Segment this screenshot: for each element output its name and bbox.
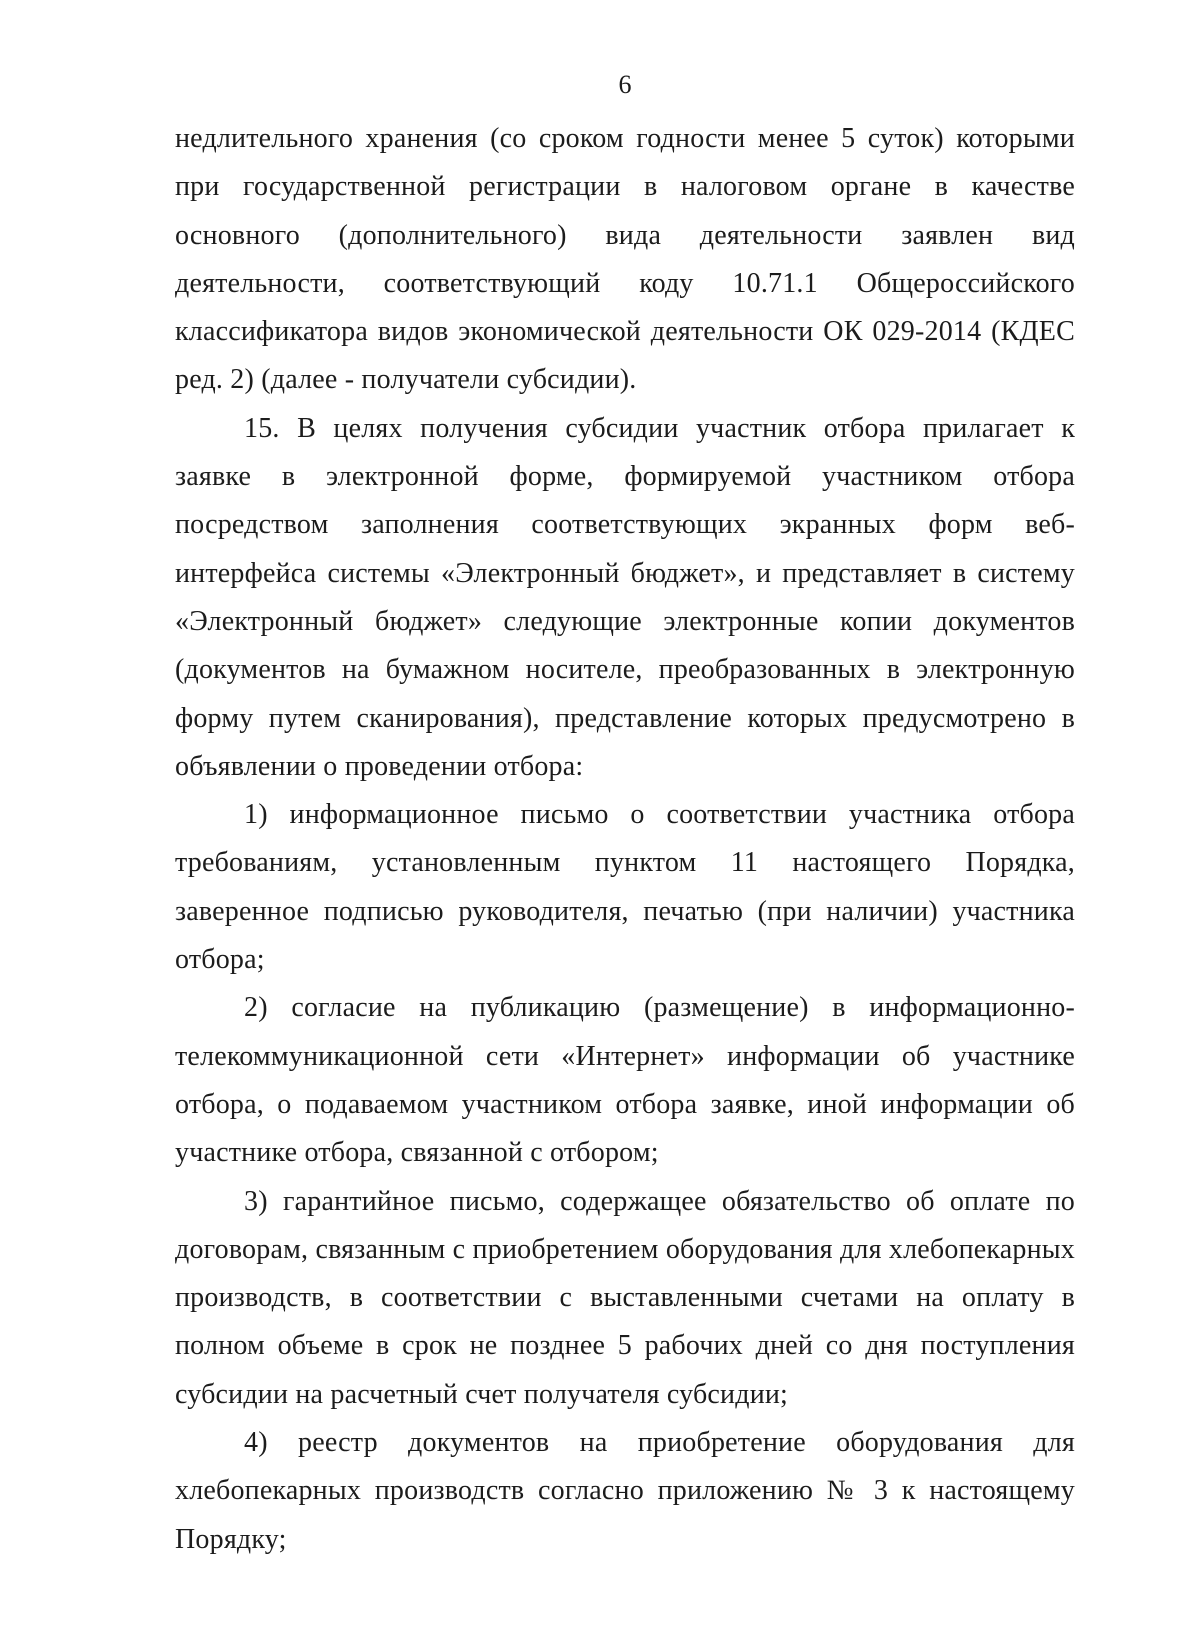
list-item-1: 1) информационное письмо о соответствии участника отбора требованиям, установленным пунктом 11 настоящего Порядка, заверенное подписью руководителя, печатью (при наличии) участника отбора;: [175, 799, 1075, 976]
document-body: [175, 115, 1075, 1564]
paragraph-clause-15: 15. В целях получения субсидии участник отбора прилагает к заявке в электронной форме, формируемой участником отбора посредством заполнения соответствующих экранных форм веб-интерфейса системы «Электронный бюджет», и представляет в систему «Электронный бюджет» следующие электронные копии документов (документов на бумажном носителе, преобразованных в электронную форму путем сканирования), представление которых предусмотрено в объявлении о проведении отбора:: [175, 412, 1075, 782]
list-item-2: 2) согласие на публикацию (размещение) в информационно-телекоммуникационной сети «Интернет» информации об участнике отбора, о подаваемом участником отбора заявке, иной информации об участнике отбора, связанной с отбором;: [175, 992, 1075, 1169]
list-item-3: 3) гарантийное письмо, содержащее обязательство об оплате по договорам, связанным с приобретением оборудования для хлебопекарных производств, в соответствии с выставленными счетами на оплату в полном объеме в срок не позднее 5 рабочих дней со дня поступления субсидии на расчетный счет получателя субсидии;: [175, 1185, 1075, 1410]
page-number: 6: [618, 70, 632, 99]
paragraph-continuation: недлительного хранения (со сроком годности менее 5 суток) которыми при государственной регистрации в налоговом органе в качестве основного (дополнительного) вида деятельности заявлен вид деятельности, соответствующий коду 10.71.1 Общероссийского классификатора видов экономической деятельности ОК 029-2014 (КДЕС ред. 2) (далее - получатели субсидии).: [175, 123, 1075, 396]
list-item-4: 4) реестр документов на приобретение оборудования для хлебопекарных производств согласно приложению № 3 к настоящему Порядку;: [175, 1427, 1075, 1555]
